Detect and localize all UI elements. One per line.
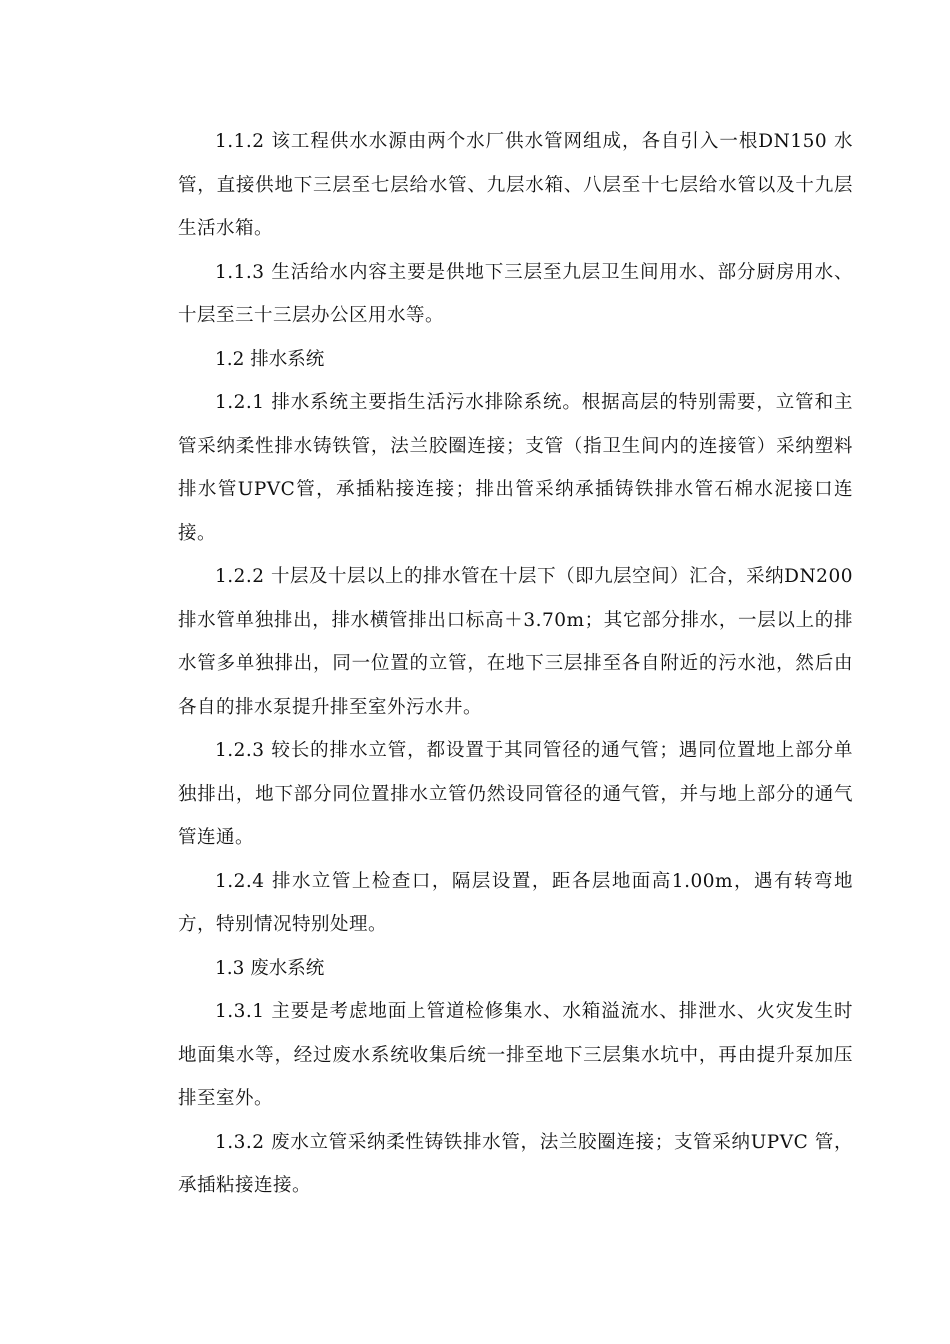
paragraph-1-2-2: 1.2.2 十层及十层以上的排水管在十层下（即九层空间）汇合，采纳DN200排水管单独排出，排水横管排出口标高＋3.70m；其它部分排水，一层以上的排水管多单独排出，同一位置的立管，在地下三层排至各自附近的污水池，然后由各自的排水泵提升排至室外污水井。 xyxy=(178,566,853,718)
paragraph-1-2-3: 1.2.3 较长的排水立管，都设置于其同管径的通气管；遇同位置地上部分单独排出，地下部分同位置排水立管仍然设同管径的通气管，并与地上部分的通气管连通。 xyxy=(178,740,853,848)
paragraph-1-3-1: 1.3.1 主要是考虑地面上管道检修集水、水箱溢流水、排泄水、火灾发生时地面集水等，经过废水系统收集后统一排至地下三层集水坑中，再由提升泵加压排至室外。 xyxy=(178,1001,853,1109)
paragraph-1-3-2: 1.3.2 废水立管采纳柔性铸铁排水管，法兰胶圈连接；支管采纳UPVC 管，承插粘接连接。 xyxy=(178,1131,853,1196)
section-heading-1-3: 1.3 废水系统 xyxy=(215,957,325,979)
paragraph-1-2-1: 1.2.1 排水系统主要指生活污水排除系统。根据高层的特别需要，立管和主管采纳柔性排水铸铁管，法兰胶圈连接；支管（指卫生间内的连接管）采纳塑料排水管UPVC管，承插粘接连接；排出管采纳承插铸铁排水管石棉水泥接口连接。 xyxy=(178,392,853,544)
section-heading-1-2: 1.2 排水系统 xyxy=(215,348,325,370)
paragraph-1-2-4: 1.2.4 排水立管上检查口，隔层设置，距各层地面高1.00m，遇有转弯地方，特别情况特别处理。 xyxy=(178,870,853,935)
paragraph-1-1-3: 1.1.3 生活给水内容主要是供地下三层至九层卫生间用水、部分厨房用水、十层至三十三层办公区用水等。 xyxy=(178,261,853,326)
document-body xyxy=(178,120,853,1208)
paragraph-1-1-2: 1.1.2 该工程供水水源由两个水厂供水管网组成，各自引入一根DN150 水管，直接供地下三层至七层给水管、九层水箱、八层至十七层给水管以及十九层生活水箱。 xyxy=(178,131,853,239)
